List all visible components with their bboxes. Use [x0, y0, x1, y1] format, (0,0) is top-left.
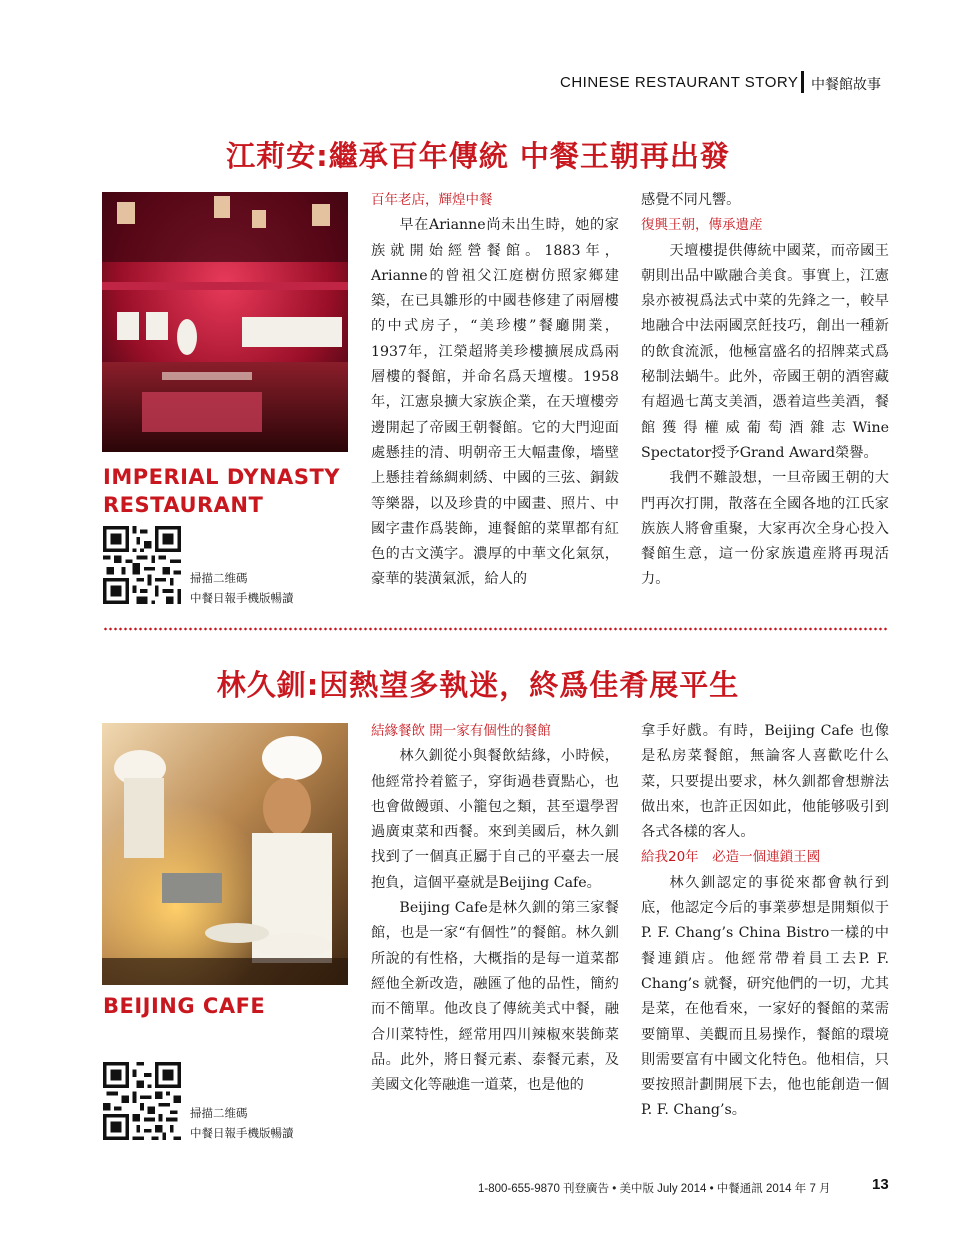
article2-restaurant-name — [103, 992, 353, 1020]
article1-subhead2: 復興王朝，傳承遺産 — [641, 217, 763, 234]
article1-column2 — [641, 188, 889, 593]
article2-paragraph: 林久釧從小與餐飲結緣，小時候，他經常拎着籃子，穿街過巷賣點心，也也會做饅頭、小籠包之類，甚至還學習過廣東菜和西餐。來到美國后，林久釧找到了一個真正屬于自己的平臺去一展抱負，這個平臺就是Beijing Cafe。 — [371, 748, 619, 891]
article1-qr-caption — [190, 568, 350, 608]
restaurant-interior-image — [102, 192, 348, 452]
article2-subhead2: 給我20年 必造一個連鎖王國 — [641, 849, 821, 866]
article1-column1 — [371, 188, 619, 593]
restaurant-name-line2: RESTAURANT — [103, 493, 264, 517]
restaurant-name-line1: IMPERIAL DYNASTY — [103, 465, 340, 489]
article2-photo — [102, 723, 348, 985]
article2-paragraph: Beijing Cafe是林久釧的第三家餐館，也是一家“有個性”的餐館。林久釧所說的有性格，大概指的是每一道菜都經他全新改造，融匯了他的品性，簡約而不簡單。他改良了傳統美式中餐，融合川菜特性，經常用四川辣椒來裝飾菜品。此外，將日餐元素、泰餐元素，及美國文化等融進一道菜，也是他的 — [371, 900, 619, 1094]
qr-caption-line1: 掃描二维碼 — [190, 571, 248, 585]
restaurant-name-line1: BEIJING CAFE — [103, 994, 266, 1018]
article1-paragraph: 感覺不同凡響。 — [641, 192, 741, 208]
article1-qr-code[interactable] — [103, 526, 181, 604]
page-number: 13 — [872, 1176, 889, 1193]
qr-code-icon — [103, 526, 181, 604]
article2-paragraph: 林久釧認定的事從來都會執行到底，他認定今后的事業夢想是開類似于P. F. Chang’s China Bistro一樣的中餐連鎖店。他經常帶着員工去P. F. Chang’s 就餐，研究他們的一切，尤其是菜，在他看來，一家好的餐館的菜需要簡單、美觀而且易操作，餐館的環境則需要富有中國文化特色。他相信，只要按照計劃開展下去，他也能創造一個P. F. Chang’s。 — [641, 874, 889, 1119]
article1-paragraph: 天壇樓提供傳統中國菜，而帝國王朝則出品中歐融合美食。事實上，江憲泉亦被視爲法式中菜的先鋒之一，較早地融合中法兩國烹飪技巧，創出一種新的飲食流派，他極富盛名的招牌菜式爲秘制法蝸牛。此外，帝國王朝的酒窖藏有超過七萬支美酒，憑着這些美酒，餐館獲得權威葡萄酒雜志Wine Spectator授予Grand Award榮譽。 — [641, 242, 889, 461]
qr-caption-line2: 中餐日報手機版暢讀 — [190, 1126, 294, 1140]
article2-subhead1: 結緣餐飲 開一家有個性的餐館 — [371, 723, 551, 739]
article2-qr-caption — [190, 1103, 350, 1143]
article1-restaurant-name — [103, 463, 353, 519]
page-footer: 1-800-655-9870 刊登廣告 • 美中版 July 2014 • 中餐通訊 2014 年 7 月 — [478, 1183, 831, 1195]
chef-cooking-image — [102, 723, 348, 985]
article2-qr-code[interactable] — [103, 1062, 181, 1140]
article2-paragraph: 拿手好戲。有時，Beijing Cafe 也像是私房菜餐館，無論客人喜歡吃什么菜，只要提出要求，林久釧都會想辦法做出來，也許正因如此，他能够吸引到各式各樣的客人。 — [641, 723, 889, 841]
header-divider — [801, 71, 804, 93]
qr-code-icon — [103, 1062, 181, 1140]
article1-paragraph: 我們不難設想，一旦帝國王朝的大門再次打開，散落在全國各地的江氏家族族人將會重聚，大家再次全身心投入餐館生意，這一份家族遺産將再現活力。 — [641, 470, 889, 588]
qr-caption-line1: 掃描二维碼 — [190, 1106, 248, 1120]
article1-subhead1: 百年老店，輝煌中餐 — [371, 192, 493, 208]
article1-title: 江莉安:繼承百年傳統 中餐王朝再出發 — [226, 139, 730, 173]
article1-paragraph: 早在Arianne尚未出生時，她的家族就開始經營餐館。1883年，Arianne的曾祖父江庭樹仿照家鄉建築，在已具雛形的中國巷修建了兩層樓的中式房子，“美珍樓”餐廳開業，1937年，江榮超將美珍樓擴展成爲兩層樓的餐館，并命名爲天壇樓。1958年，江憲泉擴大家族企業，在天壇樓旁邊開起了帝國王朝餐館。它的大門迎面處懸挂的清、明朝帝王大幅畫像，墻壁上懸挂着絲綢刺綉、中國的三弦、銅鈸等樂器，以及珍貴的中國畫、照片、中國字畫作爲裝飾，連餐館的菜單都有紅色的古文漢字。濃厚的中華文化氣氛，豪華的裝潢氣派，給人的 — [371, 217, 619, 588]
article1-photo — [102, 192, 348, 452]
qr-caption-line2: 中餐日報手機版暢讀 — [190, 591, 294, 605]
section-title-zh: 中餐館故事 — [811, 77, 881, 93]
article2-title: 林久釧:因熱望多執迷，終爲佳肴展平生 — [216, 668, 740, 702]
section-title-en: CHINESE RESTAURANT STORY — [560, 74, 799, 91]
article-divider — [103, 626, 889, 632]
article2-column1 — [371, 719, 619, 1098]
article2-column2 — [641, 719, 889, 1124]
